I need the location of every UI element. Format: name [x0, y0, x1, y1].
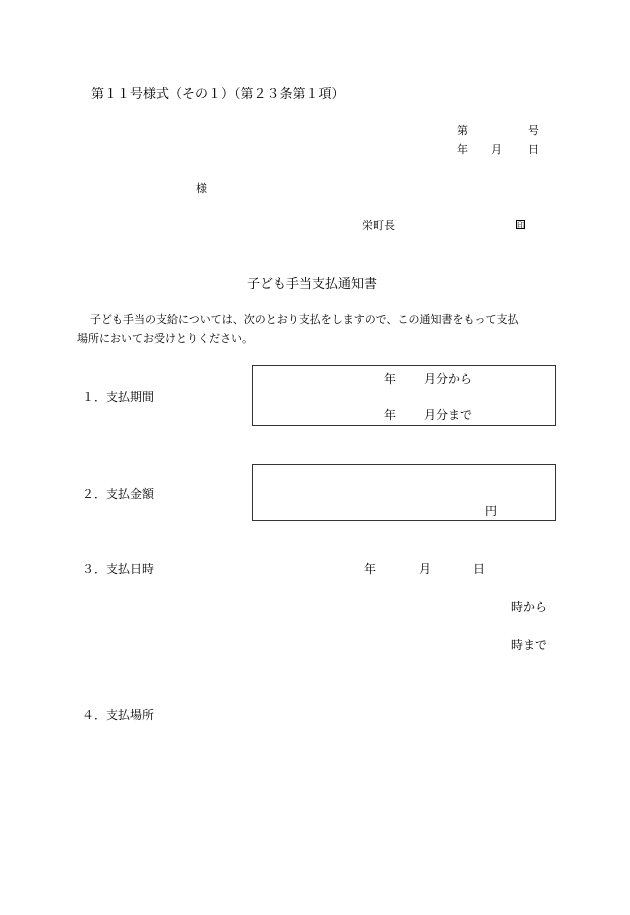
pay-time-to: 時まで [511, 638, 548, 652]
amount-box [252, 464, 556, 521]
item-3-label: ３．支払日時 [82, 562, 155, 576]
amount-unit: 円 [485, 504, 498, 518]
issuer-title: 栄町長 [362, 219, 395, 232]
document-title: 子ども手当支払通知書 [247, 277, 378, 292]
date-month: 月 [491, 143, 502, 156]
doc-number-dai: 第 [457, 124, 468, 137]
pay-time-from: 時から [511, 600, 548, 614]
item-4-label: ４．支払場所 [82, 708, 155, 722]
period-from-month: 月分から [424, 372, 473, 386]
date-year: 年 [457, 143, 468, 156]
seal-mark-icon: 印 [517, 221, 525, 230]
recipient-suffix: 様 [196, 182, 207, 195]
form-header: 第１１号様式（その１）（第２３条第１項） [91, 87, 345, 102]
period-to-year: 年 [384, 408, 397, 422]
period-from-year: 年 [384, 372, 397, 386]
period-to-month: 月分まで [424, 408, 473, 422]
pay-date-month: 月 [419, 562, 432, 576]
date-day: 日 [528, 143, 539, 156]
body-line-1: 子ども手当の支給については、次のとおり支払をしますので、この通知書をもって支払 [90, 313, 519, 326]
item-2-label: ２．支払金額 [82, 487, 155, 501]
pay-date-year: 年 [364, 562, 377, 576]
item-1-label: １．支払期間 [82, 390, 155, 404]
body-line-2: 場所においてお受けとりください。 [77, 332, 253, 345]
period-box [252, 365, 556, 426]
doc-number-go: 号 [528, 124, 539, 137]
pay-date-day: 日 [473, 562, 486, 576]
